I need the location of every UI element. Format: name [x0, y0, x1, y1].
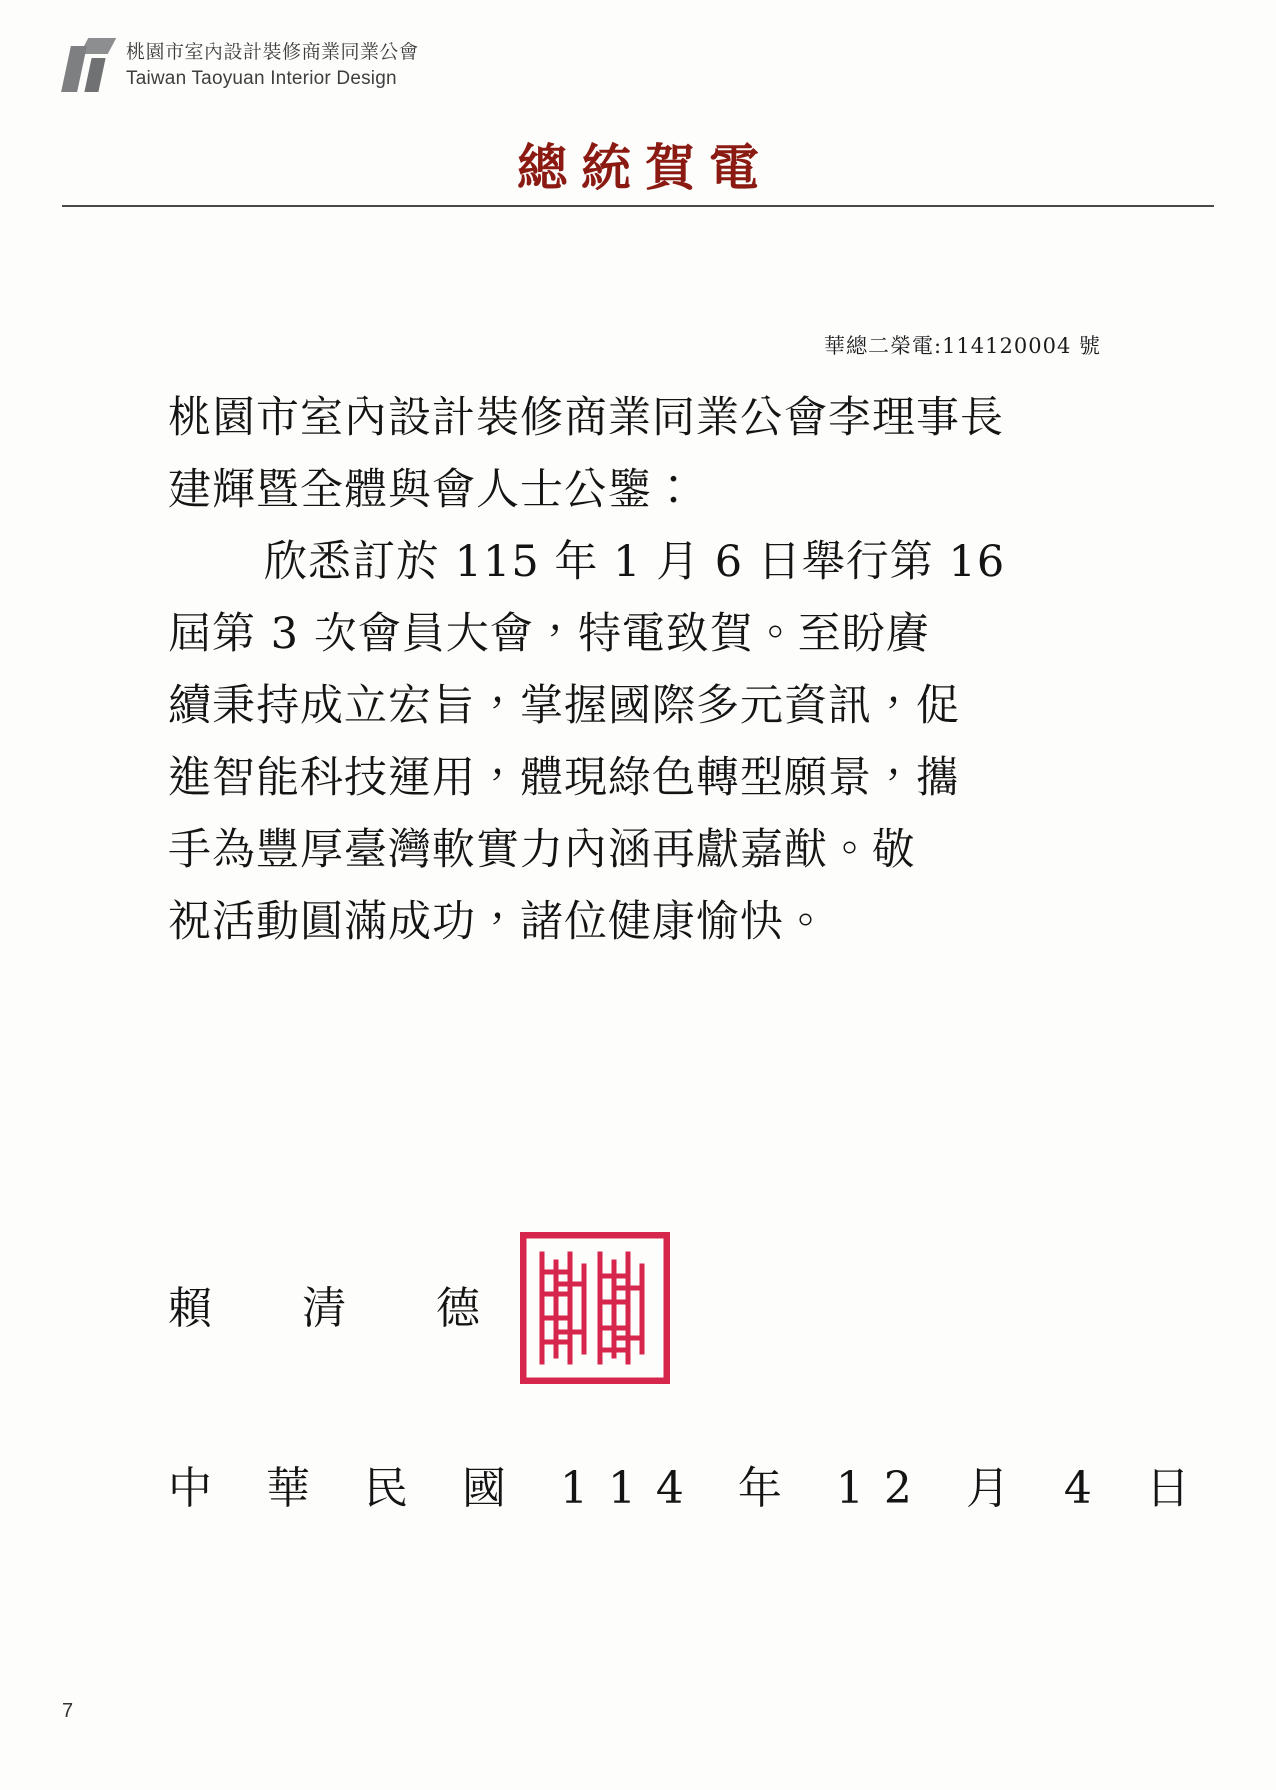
letter-line: 建輝暨全體與會人士公鑒： — [168, 465, 696, 515]
letterhead-text — [126, 38, 419, 91]
signature-date: 中 華 民 國 114 年 12 月 4 日 — [168, 1463, 1210, 1514]
association-name-zh: 桃園市室內設計裝修商業同業公會 — [126, 41, 419, 63]
letter-line: 續秉持成立宏旨，掌握國際多元資訊，促 — [168, 681, 960, 731]
header-divider — [62, 205, 1214, 207]
letter-line: 祝活動圓滿成功，諸位健康愉快。 — [168, 897, 828, 947]
document-number: 華總二榮電:114120004 號 — [824, 334, 1101, 358]
letter-line: 手為豐厚臺灣軟實力內涵再獻嘉猷。敬 — [168, 825, 916, 875]
letter-line: 桃園市室內設計裝修商業同業公會李理事長 — [168, 393, 1004, 443]
letter-line: 欣悉訂於 115 年 1 月 6 日舉行第 16 — [264, 537, 1006, 587]
taoyuan-interior-design-logo-icon — [62, 38, 114, 96]
page-title: 總統賀電 — [517, 138, 773, 197]
letter-body — [168, 382, 1156, 958]
letter-line: 進智能科技運用，體現綠色轉型願景，攜 — [168, 753, 960, 803]
association-name-en: Taiwan Taoyuan Interior Design — [126, 67, 397, 89]
page-number: 7 — [62, 1700, 74, 1722]
signature-name: 賴 清 德 — [168, 1283, 518, 1334]
letterhead — [62, 38, 419, 96]
red-seal-stamp-icon — [520, 1232, 670, 1384]
letter-line: 屆第 3 次會員大會，特電致賀。至盼賡 — [168, 609, 930, 659]
